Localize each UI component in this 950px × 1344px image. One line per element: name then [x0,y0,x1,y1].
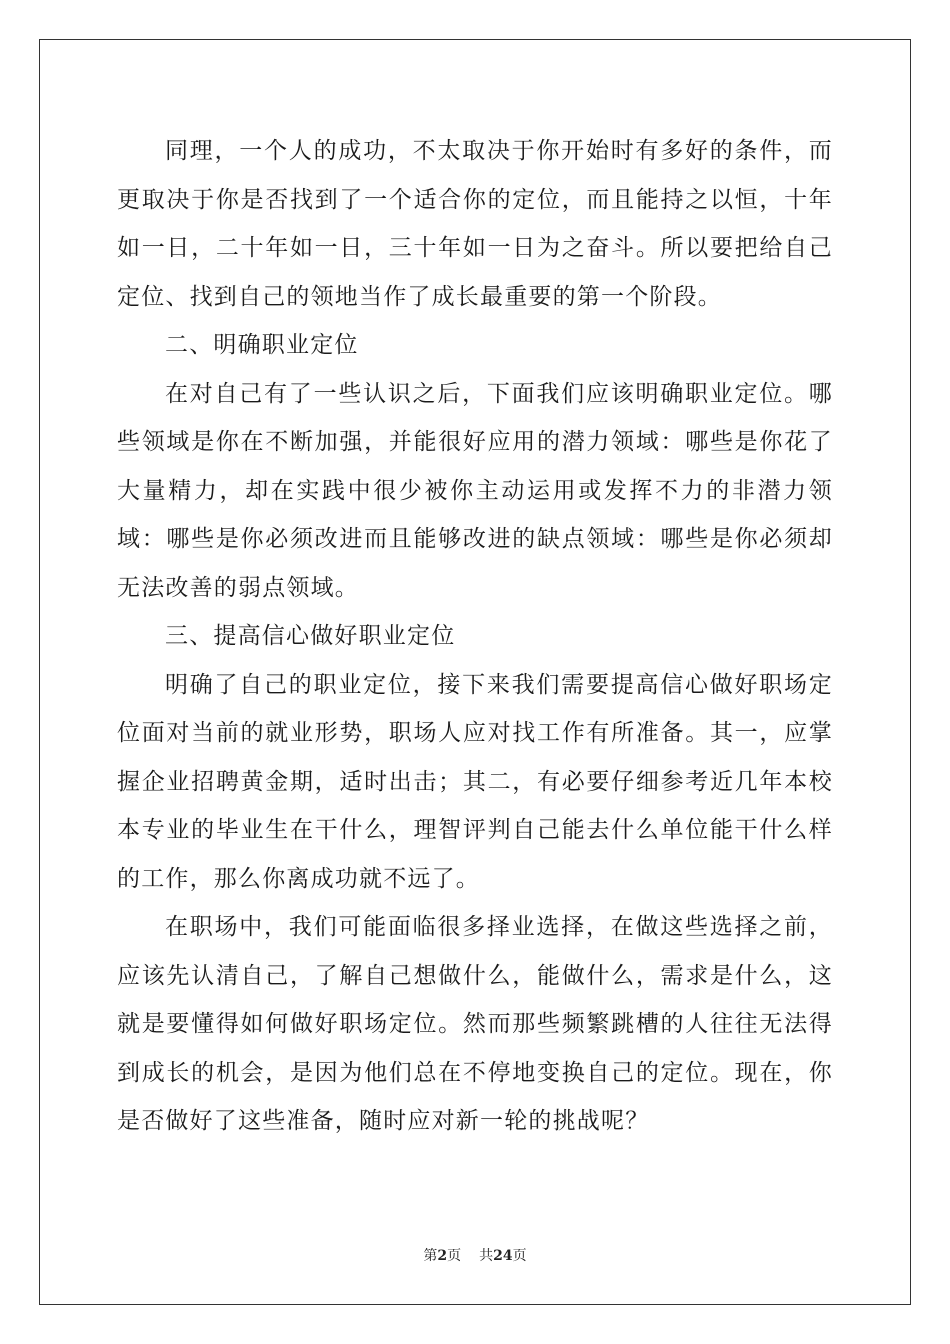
document-body [117,127,833,1146]
total-prefix: 共 [479,1248,494,1264]
total-pages: 24 [493,1248,513,1264]
paragraph: 明确了自己的职业定位，接下来我们需要提高信心做好职场定位面对当前的就业形势，职场人应对找工作有所准备。其一，应掌握企业招聘黄金期，适时出击；其二，有必要仔细参考近几年本校本专业的毕业生在干什么，理智评判自己能去什么单位能干什么样的工作，那么你离成功就不远了。 [117,671,833,892]
page-number: 2 [437,1248,448,1264]
page-prefix: 第 [423,1248,438,1264]
total-suffix: 页 [512,1248,527,1264]
paragraph: 同理，一个人的成功，不太取决于你开始时有多好的条件，而更取决于你是否找到了一个适合你的定位，而且能持之以恒，十年如一日，二十年如一日，三十年如一日为之奋斗。所以要把给自己定位、找到自己的领地当作了成长最重要的第一个阶段。 [117,138,833,310]
page-suffix: 页 [447,1248,462,1264]
page-footer [0,1245,950,1265]
paragraph: 在对自己有了一些认识之后，下面我们应该明确职业定位。哪些领域是你在不断加强，并能很好应用的潜力领域：哪些是你花了大量精力，却在实践中很少被你主动运用或发挥不力的非潜力领域：哪些是你必须改进而且能够改进的缺点领域：哪些是你必须却无法改善的弱点领域。 [117,380,833,601]
paragraph: 在职场中，我们可能面临很多择业选择，在做这些选择之前，应该先认清自己，了解自己想做什么，能做什么，需求是什么，这就是要懂得如何做好职场定位。然而那些频繁跳槽的人往往无法得到成长的机会，是因为他们总在不停地变换自己的定位。现在，你是否做好了这些准备，随时应对新一轮的挑战呢？ [117,914,833,1134]
section-heading: 三、提高信心做好职业定位 [165,623,456,649]
section-heading: 二、明确职业定位 [165,332,359,358]
